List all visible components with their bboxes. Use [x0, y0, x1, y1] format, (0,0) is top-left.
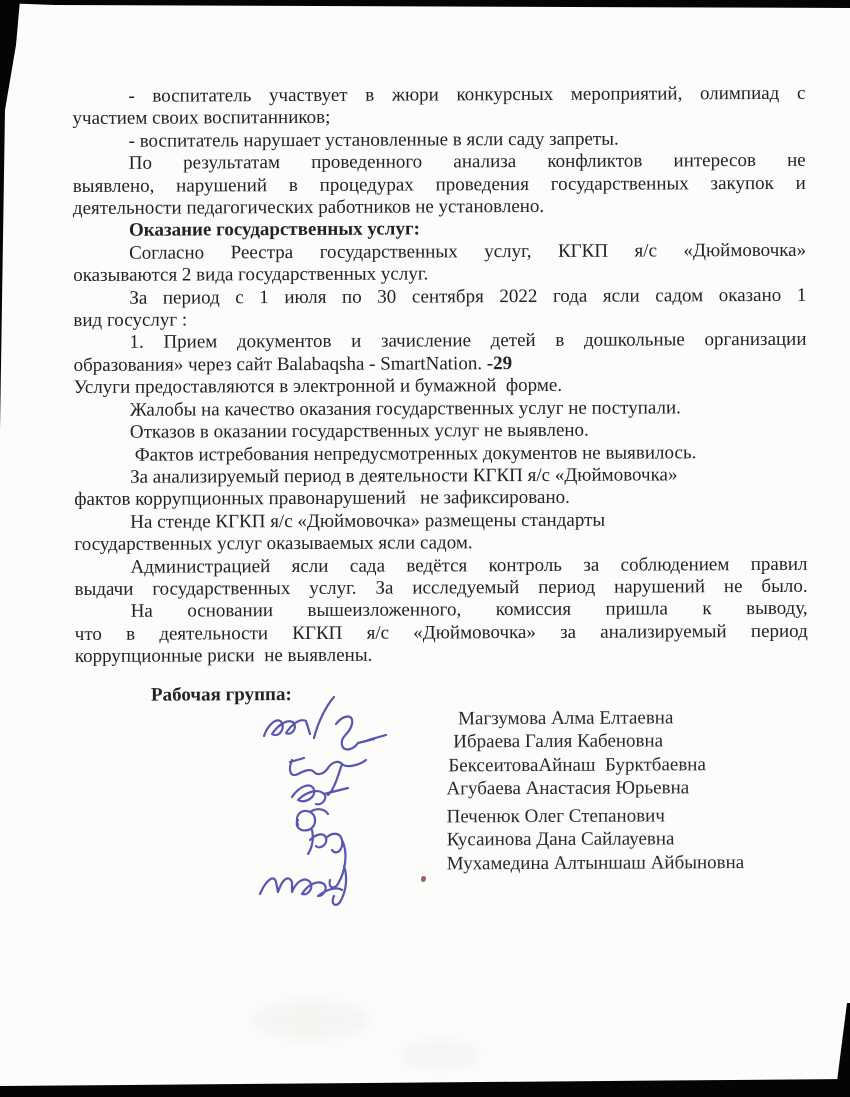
- body-line: Отказов в оказании государственных услуг не выявлено.: [129, 419, 589, 443]
- body-line: Услуги предоставляются в электронной и бумажной форме.: [73, 375, 563, 399]
- body-line: - воспитатель нарушает установленные в ясли саду запреты.: [128, 128, 619, 152]
- body-line: Администрацией ясли сада ведётся контроль за соблюдением правил: [130, 553, 808, 578]
- body-line: По результатам проведенного анализа конфликтов интересов не: [128, 150, 806, 174]
- body-line: За анализируемый период в деятельности КГКП я/с «Дюймовочка»: [130, 464, 678, 488]
- body-line: фактов коррупционных правонарушений не зафиксировано.: [74, 487, 570, 511]
- member-name: БексеитоваАйнаш Бурктбаевна: [448, 754, 706, 777]
- scan-smudge: [400, 1040, 480, 1070]
- body-line: что в деятельности КГКП я/с «Дюймовочка» за анализируемый период: [74, 620, 808, 645]
- body-line: выявлено, нарушений в процедурах проведения государственных закупок и: [72, 172, 806, 197]
- signature-stroke: [264, 720, 310, 736]
- body-line: государственных услуг оказываемых ясли садом.: [74, 532, 473, 556]
- member-name: Кусаинова Дана Сайлауевна: [446, 828, 675, 851]
- section-heading: Оказание государственных услуг:: [128, 218, 420, 242]
- signature-stroke: [297, 809, 328, 854]
- signature-stroke: [310, 834, 345, 888]
- body-line: 1. Прием документов и зачисление детей в дошкольные организации: [129, 329, 807, 354]
- member-name: Мухамедина Алтыншаш Айбыновна: [446, 852, 745, 875]
- bold-suffix: -29: [482, 352, 513, 375]
- handwritten-signatures-icon: [252, 694, 402, 912]
- member-name: Магзумова Алма Елтаевна: [458, 707, 674, 730]
- signature-stroke: [336, 717, 386, 750]
- body-line: Жалобы на качество оказания государственных услуг не поступали.: [129, 397, 681, 421]
- member-name: Ибраева Галия Кабеновна: [453, 730, 664, 753]
- body-line-text: образования» через сайт Balabaqsha - SmartNation.: [73, 353, 483, 376]
- member-name: Печенюк Олег Степанович: [446, 805, 665, 828]
- body-line: - воспитатель участвует в жюри конкурсных мероприятий, олимпиад с: [128, 82, 806, 107]
- working-group-label: Рабочая группа:: [150, 683, 292, 706]
- body-line: участием своих воспитанников;: [72, 107, 331, 130]
- body-line: деятельности педагогических работников не установлено.: [72, 195, 545, 220]
- body-line: [74, 352, 807, 378]
- body-line: На основании вышеизложенного, комиссия пришла к выводу,: [130, 598, 808, 623]
- signature-stroke: [292, 786, 348, 805]
- working-group-members: [446, 706, 809, 876]
- signature-stroke: [314, 697, 334, 738]
- body-line: коррупционные риски не выявлены.: [74, 644, 373, 668]
- member-name: Агубаева Анастасия Юрьевна: [446, 777, 690, 800]
- signature-stroke: [290, 758, 366, 795]
- body-line: За период с 1 июля по 30 сентября 2022 года ясли садом оказано 1: [129, 284, 807, 309]
- body-line: вид госуслуг :: [73, 309, 188, 332]
- body-line: Фактов истребования непредусмотренных документов не выявилось.: [129, 441, 697, 466]
- scan-smudge: [250, 1000, 370, 1040]
- body-line: выдачи государственных услуг. За исследуемый период нарушений не было.: [74, 575, 808, 600]
- body-line: Согласно Реестра государственных услуг, КГКП я/с «Дюймовочка»: [129, 239, 807, 264]
- body-line: оказываются 2 вида государственных услуг.: [73, 263, 429, 287]
- document-body: [72, 0, 809, 877]
- body-line: На стенде КГКП я/с «Дюймовочка» размещены стандарты: [130, 509, 606, 533]
